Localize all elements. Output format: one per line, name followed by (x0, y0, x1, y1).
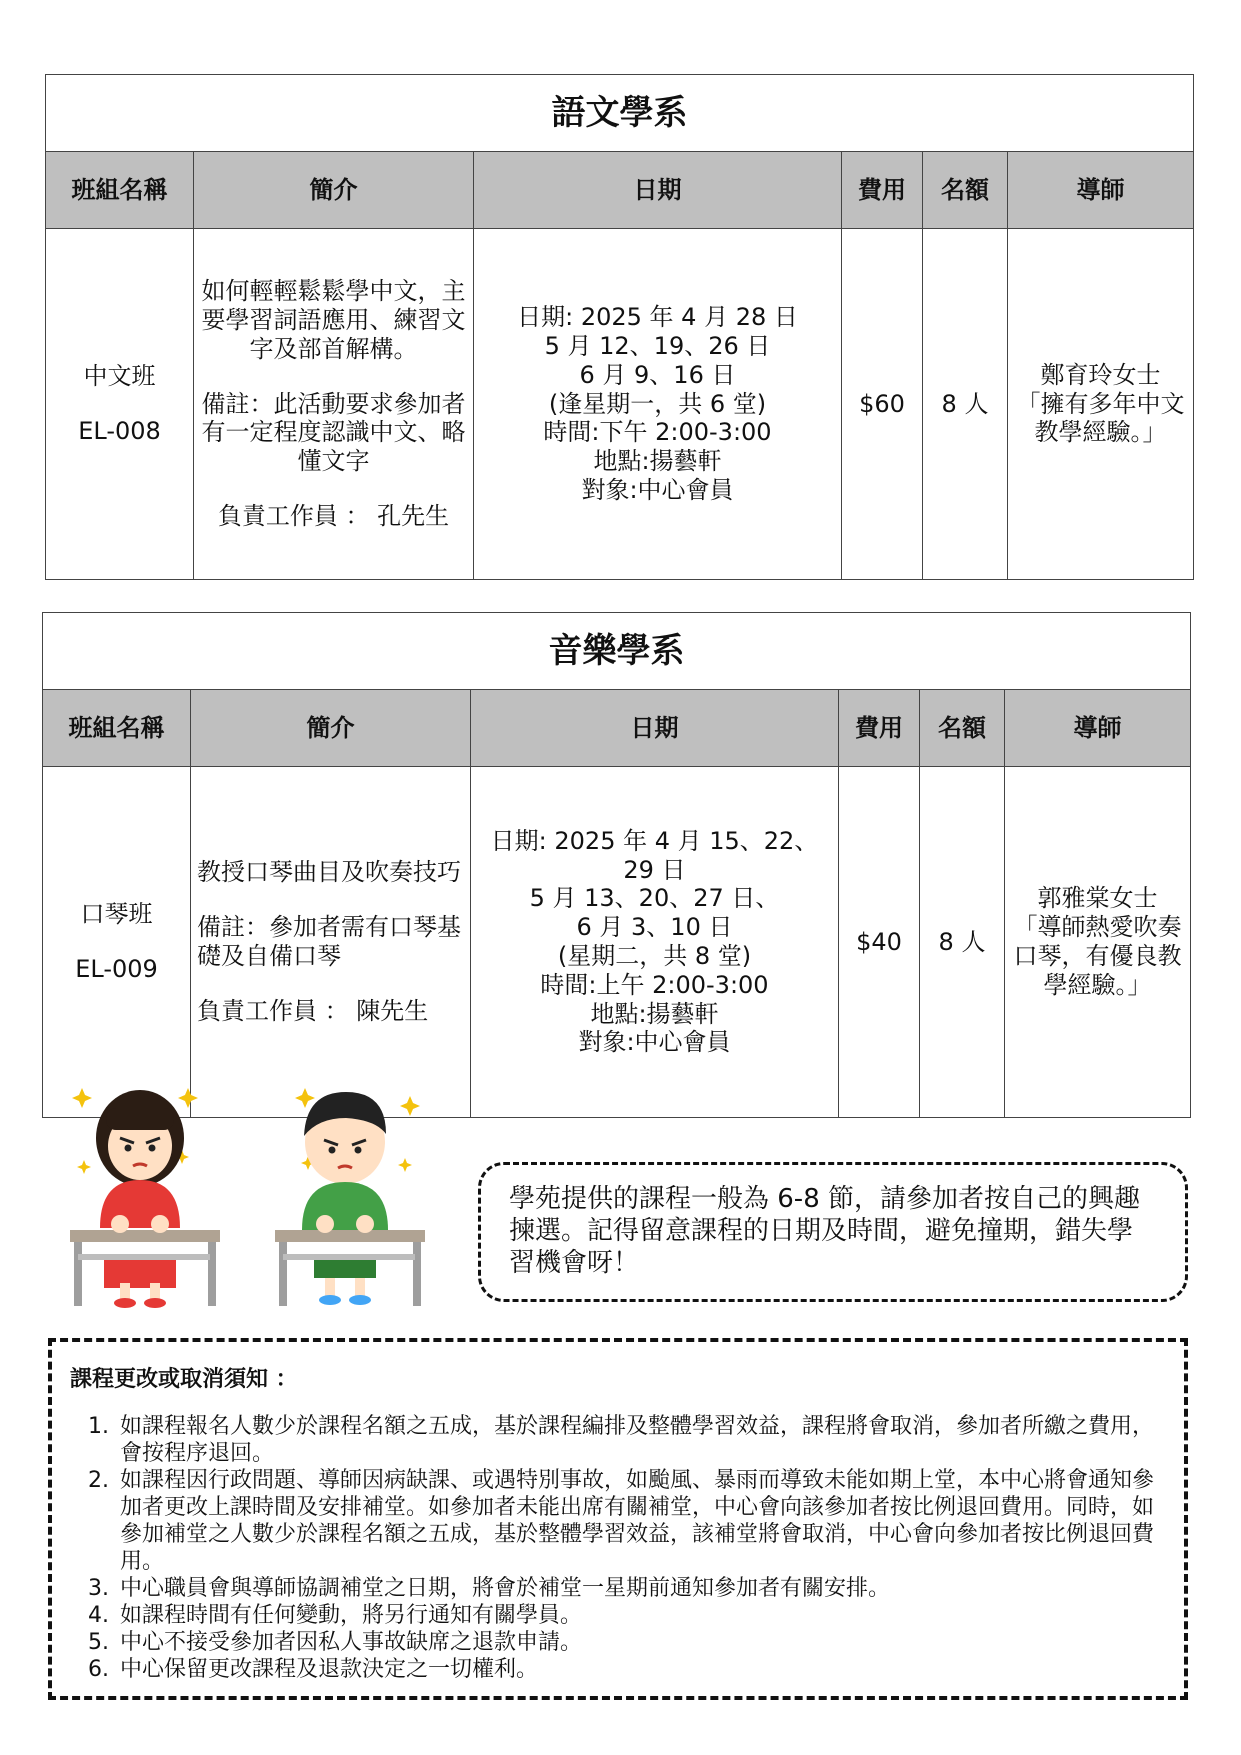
class-name: 口琴班 (80, 900, 153, 929)
date-line: 時間:上午 2:00-3:00 (540, 970, 769, 999)
notice-bubble (478, 1162, 1188, 1302)
header-intro: 簡介 (191, 690, 471, 767)
students-at-desks-illustration (70, 1078, 450, 1314)
date-line: 地點:揚藝軒 (593, 447, 722, 476)
date-line: 地點:揚藝軒 (590, 999, 719, 1028)
header-fee: 費用 (839, 690, 920, 767)
header-date: 日期 (471, 690, 839, 767)
header-class-name: 班組名稱 (43, 690, 191, 767)
class-name: 中文班 (83, 362, 156, 391)
tutor-description: 「導師熱愛吹奏口琴，有優良教學經驗。」 (1013, 913, 1182, 999)
header-intro: 簡介 (194, 152, 474, 229)
intro-staff: 負責工作員 ： 孔先生 (217, 501, 450, 530)
class-code: EL-008 (78, 417, 161, 445)
fee-cell: $60 (842, 229, 923, 580)
quota-cell: 8 人 (923, 229, 1008, 580)
intro-staff: 負責工作員 ： 陳先生 (197, 996, 429, 1025)
date-line: 6 月 9、16 日 (579, 360, 736, 389)
tutor-cell (1005, 767, 1191, 1118)
class-name-cell (43, 767, 191, 1118)
date-cell (474, 229, 842, 580)
header-date: 日期 (474, 152, 842, 229)
class-name-cell (46, 229, 194, 580)
date-line: 日期: 2025 年 4 月 28 日 (517, 303, 798, 332)
header-tutor: 導師 (1008, 152, 1194, 229)
list-item: 2. 如課程因行政問題、導師因病缺課、或遇特別事故，如颱風、暴雨而導致未能如期上堂，本中心將會通知參加者更改上課時間及安排補堂。如參加者未能出席有關補堂，中心會向該參加者按比例退回費用。同時，如參加補堂之人數少於課程名額之五成，基於整體學習效益，該補堂將會取消，中心會向參加者按比例退回費用。 (116, 1467, 1162, 1575)
cancellation-notes-box (48, 1338, 1188, 1700)
intro-remark: 備註：此活動要求參加者有一定程度認識中文、略懂文字 (201, 389, 466, 476)
intro-cell (191, 767, 471, 1118)
section-title: 語文學系 (46, 75, 1194, 152)
date-line: (星期二，共 8 堂) (557, 942, 752, 970)
date-line: 日期: 2025 年 4 月 15、22、29 日 (490, 826, 819, 884)
header-quota: 名額 (923, 152, 1008, 229)
date-line: 6 月 3、10 日 (576, 913, 733, 942)
tutor-name: 鄭育玲女士 (1040, 360, 1161, 389)
date-line: 對象:中心會員 (578, 1028, 731, 1057)
class-code: EL-009 (75, 955, 158, 983)
list-item: 4. 如課程時間有任何變動，將另行通知有關學員。 (116, 1602, 1162, 1629)
list-item: 5. 中心不接受參加者因私人事故缺席之退款申請。 (116, 1629, 1162, 1656)
date-cell (471, 767, 839, 1118)
date-line: 5 月 12、19、26 日 (544, 332, 771, 360)
list-item: 3. 中心職員會與導師協調補堂之日期，將會於補堂一星期前通知參加者有關安排。 (116, 1575, 1162, 1602)
section-title: 音樂學系 (43, 613, 1191, 690)
intro-cell (194, 229, 474, 580)
header-fee: 費用 (842, 152, 923, 229)
list-item: 1. 如課程報名人數少於課程名額之五成，基於課程編排及整體學習效益，課程將會取消，參加者所繳之費用，會按程序退回。 (116, 1413, 1162, 1467)
notes-list (70, 1413, 1162, 1683)
notes-title: 課程更改或取消須知 ： (70, 1367, 298, 1392)
header-tutor: 導師 (1005, 690, 1191, 767)
list-item: 6. 中心保留更改課程及退款決定之一切權利。 (116, 1656, 1162, 1683)
date-line: 5 月 13、20、27 日、 (529, 884, 780, 913)
header-class-name: 班組名稱 (46, 152, 194, 229)
intro-description: 教授口琴曲目及吹奏技巧 (197, 858, 461, 887)
fee-cell: $40 (839, 767, 920, 1118)
date-line: 對象:中心會員 (581, 475, 734, 504)
date-line: (逢星期一，共 6 堂) (548, 389, 767, 418)
tutor-name: 郭雅棠女士 (1037, 884, 1158, 913)
intro-remark: 備註：參加者需有口琴基礎及自備口琴 (197, 913, 461, 970)
quota-cell: 8 人 (920, 767, 1005, 1118)
tutor-description: 「擁有多年中文教學經驗。」 (1016, 389, 1185, 447)
date-line: 時間:下午 2:00-3:00 (543, 418, 772, 447)
intro-description: 如何輕輕鬆鬆學中文，主要學習詞語應用、練習文字及部首解構。 (201, 277, 466, 363)
music-course-table (42, 612, 1191, 1118)
language-course-table (45, 74, 1194, 580)
tutor-cell (1008, 229, 1194, 580)
header-quota: 名額 (920, 690, 1005, 767)
notice-text: 學苑提供的課程一般為 6-8 節，請參加者按自己的興趣揀選。記得留意課程的日期及時間，避免撞期，錯失學習機會呀！ (509, 1184, 1140, 1279)
